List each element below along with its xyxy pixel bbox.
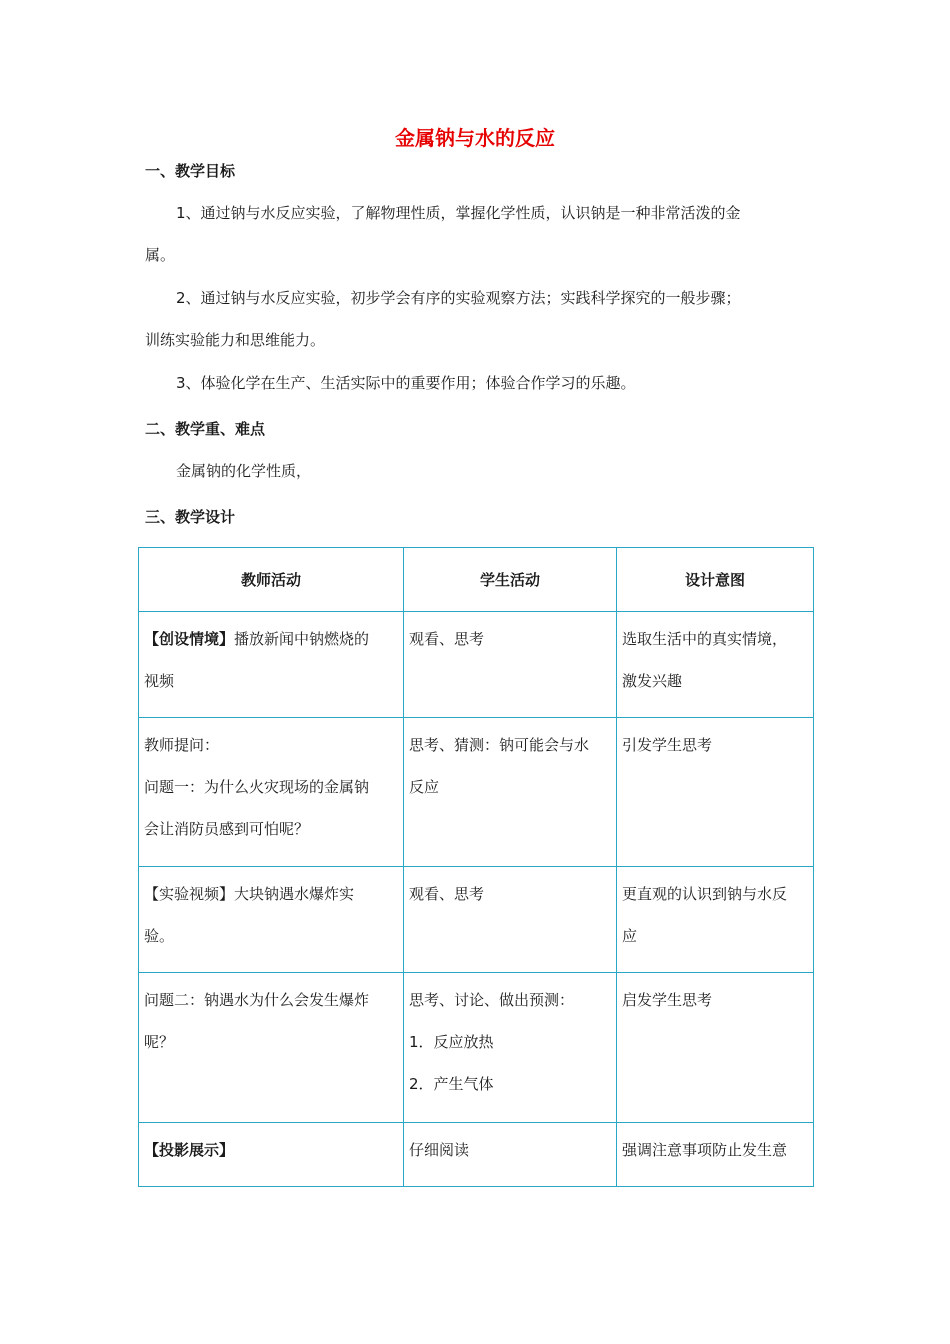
header-intent: 设计意图 — [617, 548, 814, 612]
cell-text: 呢？ — [144, 1033, 175, 1051]
intent-cell — [617, 612, 814, 718]
cell-text: 仔细阅读 — [409, 1141, 470, 1159]
header-student: 学生活动 — [404, 548, 617, 612]
objective-1-line1: 1、通过钠与水反应实验，了解物理性质，掌握化学性质，认识钠是一种非常活泼的金 — [176, 204, 741, 222]
cell-text: 会让消防员感到可怕呢？ — [144, 820, 310, 838]
cell-text: 【实验视频】大块钠遇水爆炸实 — [144, 885, 355, 903]
section-heading-design: 三、教学设计 — [145, 508, 236, 526]
teacher-cell — [139, 973, 404, 1123]
table-row — [139, 718, 814, 867]
cell-text: 1．反应放热 — [409, 1033, 494, 1051]
intent-cell — [617, 867, 814, 973]
cell-text: 视频 — [144, 672, 175, 690]
objective-2-line2: 训练实验能力和思维能力。 — [145, 331, 326, 349]
student-cell — [404, 973, 617, 1123]
design-table — [138, 547, 814, 1187]
student-cell — [404, 612, 617, 718]
document-title: 金属钠与水的反应 — [395, 126, 555, 150]
cell-text: 激发兴趣 — [622, 672, 683, 690]
keypoints-text: 金属钠的化学性质， — [176, 462, 312, 480]
teacher-cell — [139, 612, 404, 718]
section-heading-objectives: 一、教学目标 — [145, 162, 236, 180]
cell-text: 反应 — [409, 778, 440, 796]
intent-cell — [617, 718, 814, 867]
cell-text: 更直观的认识到钠与水反 — [622, 885, 788, 903]
student-cell — [404, 1123, 617, 1187]
bold-tag: 【创设情境】 — [144, 630, 235, 648]
cell-text: 应 — [622, 927, 638, 945]
teacher-cell — [139, 1123, 404, 1187]
section-heading-keypoints: 二、教学重、难点 — [145, 420, 266, 438]
cell-text: 强调注意事项防止发生意 — [622, 1141, 788, 1159]
cell-text: 播放新闻中钠燃烧的 — [234, 630, 370, 648]
table-row — [139, 1123, 814, 1187]
bold-tag: 【投影展示】 — [144, 1141, 235, 1159]
cell-text: 观看、思考 — [409, 885, 485, 903]
table-row — [139, 973, 814, 1123]
table-row — [139, 612, 814, 718]
cell-text: 选取生活中的真实情境， — [622, 630, 788, 648]
cell-text: 问题一：为什么火灾现场的金属钠 — [144, 778, 370, 796]
teacher-cell — [139, 718, 404, 867]
cell-text: 问题二：钠遇水为什么会发生爆炸 — [144, 991, 370, 1009]
cell-text: 引发学生思考 — [622, 736, 713, 754]
table-row — [139, 867, 814, 973]
cell-text: 观看、思考 — [409, 630, 485, 648]
cell-text: 启发学生思考 — [622, 991, 713, 1009]
cell-text: 思考、讨论、做出预测： — [409, 991, 575, 1009]
intent-cell — [617, 973, 814, 1123]
objective-2-line1: 2、通过钠与水反应实验，初步学会有序的实验观察方法；实践科学探究的一般步骤； — [176, 289, 741, 307]
cell-text: 思考、猜测：钠可能会与水 — [409, 736, 590, 754]
cell-text: 验。 — [144, 927, 175, 945]
table-header-row — [139, 548, 814, 612]
cell-text: 2．产生气体 — [409, 1075, 494, 1093]
intent-cell — [617, 1123, 814, 1187]
teacher-cell — [139, 867, 404, 973]
objective-1-line2: 属。 — [145, 246, 176, 264]
student-cell — [404, 718, 617, 867]
header-teacher: 教师活动 — [139, 548, 404, 612]
cell-text: 教师提问： — [144, 736, 220, 754]
student-cell — [404, 867, 617, 973]
objective-3-line1: 3、体验化学在生产、生活实际中的重要作用；体验合作学习的乐趣。 — [176, 374, 636, 392]
